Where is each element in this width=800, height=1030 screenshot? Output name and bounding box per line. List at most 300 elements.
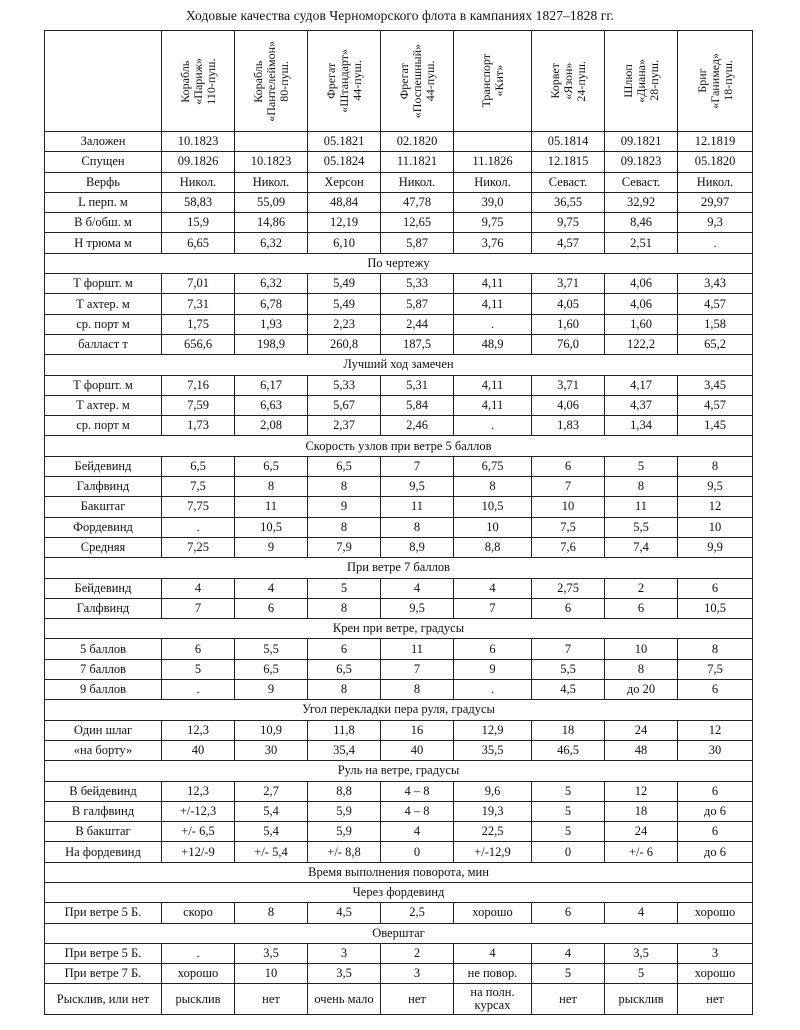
table-cell: 6 — [532, 598, 605, 618]
table-row — [45, 578, 753, 598]
table-cell: 4,05 — [532, 294, 605, 314]
table-cell: 2 — [381, 943, 454, 963]
table-cell: 7 — [162, 598, 235, 618]
table-cell: 7,4 — [605, 537, 678, 557]
table-cell: Севаст. — [605, 172, 678, 192]
table-cell: 12,3 — [162, 781, 235, 801]
section-row — [45, 355, 753, 375]
table-cell: рысклив — [605, 984, 678, 1015]
table-row — [45, 152, 753, 172]
table-cell: 5 — [532, 964, 605, 984]
table-cell: нет — [532, 984, 605, 1015]
table-cell: 3,5 — [605, 943, 678, 963]
table-cell: 3,5 — [308, 964, 381, 984]
section-row — [45, 882, 753, 902]
table-cell: 11 — [381, 639, 454, 659]
table-cell: 5,49 — [308, 274, 381, 294]
table-cell: 3,43 — [678, 274, 753, 294]
table-cell: 5 — [532, 781, 605, 801]
table-cell: 35,4 — [308, 740, 381, 760]
table-cell: 9,5 — [678, 477, 753, 497]
table-cell: 7,31 — [162, 294, 235, 314]
table-cell: 8,8 — [308, 781, 381, 801]
section-title: При ветре 7 баллов — [45, 558, 753, 578]
table-cell: 9,75 — [532, 213, 605, 233]
table-cell: 8 — [454, 477, 532, 497]
row-label: Галфвинд — [45, 598, 162, 618]
section-row — [45, 862, 753, 882]
ship-header-cell — [381, 31, 454, 132]
table-cell: 4 – 8 — [381, 801, 454, 821]
table-cell: 5,31 — [381, 375, 454, 395]
row-label: На фордевинд — [45, 842, 162, 862]
table-row — [45, 984, 753, 1015]
table-cell: 8,46 — [605, 213, 678, 233]
table-cell: 18 — [532, 720, 605, 740]
row-label: Т форшт. м — [45, 274, 162, 294]
table-cell: 22,5 — [454, 822, 532, 842]
table-cell: 6 — [678, 781, 753, 801]
table-cell: 1,58 — [678, 314, 753, 334]
table-cell: 3,45 — [678, 375, 753, 395]
table-cell: рысклив — [162, 984, 235, 1015]
table-cell: 12.1819 — [678, 132, 753, 152]
table-cell: 9 — [235, 537, 308, 557]
table-cell: 4,11 — [454, 395, 532, 415]
row-label: Спущен — [45, 152, 162, 172]
table-cell: 11 — [235, 497, 308, 517]
table-cell: 6,32 — [235, 233, 308, 253]
ship-header-cell — [605, 31, 678, 132]
table-cell: 05.1821 — [308, 132, 381, 152]
table-cell: 5,5 — [605, 517, 678, 537]
header-corner-cell — [45, 31, 162, 132]
table-cell: 4,17 — [605, 375, 678, 395]
ship-name: Транспорт «Кит» — [478, 54, 506, 108]
table-cell: 6,32 — [235, 274, 308, 294]
table-cell: 4 — [381, 578, 454, 598]
table-cell: 40 — [162, 740, 235, 760]
table-row — [45, 781, 753, 801]
table-cell: 5,4 — [235, 801, 308, 821]
table-row — [45, 740, 753, 760]
table-row — [45, 294, 753, 314]
table-cell: 5 — [308, 578, 381, 598]
table-cell: 7,5 — [678, 659, 753, 679]
table-row — [45, 659, 753, 679]
table-cell: 5 — [162, 659, 235, 679]
table-row — [45, 903, 753, 923]
table-cell: 4,5 — [308, 903, 381, 923]
table-cell: 5 — [532, 801, 605, 821]
table-cell: 7,9 — [308, 537, 381, 557]
table-cell: 12,65 — [381, 213, 454, 233]
table-cell: 2,46 — [381, 416, 454, 436]
table-row — [45, 375, 753, 395]
section-row — [45, 253, 753, 273]
table-cell: на полн. курсах — [454, 984, 532, 1015]
table-row — [45, 639, 753, 659]
table-cell: 8 — [308, 517, 381, 537]
table-cell: 8 — [235, 477, 308, 497]
row-label: Рысклив, или нет — [45, 984, 162, 1015]
row-label: В бакштаг — [45, 822, 162, 842]
table-cell: 30 — [235, 740, 308, 760]
table-cell: 4,06 — [605, 294, 678, 314]
table-cell: 6 — [532, 456, 605, 476]
table-cell: 5 — [605, 964, 678, 984]
table-cell — [235, 132, 308, 152]
table-cell: 36,55 — [532, 192, 605, 212]
table-cell: 5,87 — [381, 233, 454, 253]
table-cell: 2,44 — [381, 314, 454, 334]
table-cell: 76,0 — [532, 334, 605, 354]
table-cell: . — [454, 680, 532, 700]
table-cell: 7 — [381, 659, 454, 679]
table-cell: 3,71 — [532, 375, 605, 395]
row-label: Один шлаг — [45, 720, 162, 740]
table-cell: 9 — [308, 497, 381, 517]
table-row — [45, 964, 753, 984]
section-row — [45, 923, 753, 943]
table-cell: хорошо — [678, 964, 753, 984]
row-label: Н трюма м — [45, 233, 162, 253]
ship-header-cell — [162, 31, 235, 132]
row-label: Т ахтер. м — [45, 294, 162, 314]
table-cell: 6 — [162, 639, 235, 659]
table-cell: 3,76 — [454, 233, 532, 253]
table-cell: 5,49 — [308, 294, 381, 314]
table-cell: 6,5 — [308, 659, 381, 679]
table-cell: 7,5 — [532, 517, 605, 537]
table-cell: 8 — [381, 680, 454, 700]
table-row — [45, 842, 753, 862]
section-title: Скорость узлов при ветре 5 баллов — [45, 436, 753, 456]
table-row — [45, 801, 753, 821]
table-cell: 6 — [308, 639, 381, 659]
table-cell: 260,8 — [308, 334, 381, 354]
row-label: Бакштаг — [45, 497, 162, 517]
table-cell: 9 — [454, 659, 532, 679]
table-cell: 8,9 — [381, 537, 454, 557]
section-row — [45, 558, 753, 578]
table-cell: 4 — [235, 578, 308, 598]
table-cell: 32,92 — [605, 192, 678, 212]
table-cell: 5 — [532, 822, 605, 842]
table-row — [45, 172, 753, 192]
table-cell: . — [678, 233, 753, 253]
row-label: В бейдевинд — [45, 781, 162, 801]
table-cell: 7,6 — [532, 537, 605, 557]
table-cell: Никол. — [162, 172, 235, 192]
table-cell: . — [454, 416, 532, 436]
table-cell: 09.1826 — [162, 152, 235, 172]
table-cell: 4,06 — [605, 274, 678, 294]
row-label: 7 баллов — [45, 659, 162, 679]
table-cell: 5,67 — [308, 395, 381, 415]
table-row — [45, 192, 753, 212]
table-cell: 6,75 — [454, 456, 532, 476]
table-cell: 8,8 — [454, 537, 532, 557]
table-row — [45, 395, 753, 415]
table-cell: Никол. — [454, 172, 532, 192]
table-cell: 6 — [235, 598, 308, 618]
table-row — [45, 314, 753, 334]
table-cell: 09.1823 — [605, 152, 678, 172]
ship-header-cell — [454, 31, 532, 132]
table-cell: +12/-9 — [162, 842, 235, 862]
row-label: Средняя — [45, 537, 162, 557]
ship-header-cell — [235, 31, 308, 132]
table-cell: +/- 8,8 — [308, 842, 381, 862]
table-cell: 6,5 — [235, 456, 308, 476]
table-cell: 10,5 — [454, 497, 532, 517]
table-cell: 4,11 — [454, 294, 532, 314]
section-title: Оверштаг — [45, 923, 753, 943]
table-cell: 24 — [605, 720, 678, 740]
table-cell: 5,33 — [381, 274, 454, 294]
table-cell: 48 — [605, 740, 678, 760]
table-cell: 10 — [235, 964, 308, 984]
ship-name: Фрегат «Поспешный» 44-пуш. — [396, 43, 437, 119]
table-cell: 5,9 — [308, 822, 381, 842]
section-title: По чертежу — [45, 253, 753, 273]
table-cell: 0 — [532, 842, 605, 862]
table-cell: Никол. — [381, 172, 454, 192]
row-label: Фордевинд — [45, 517, 162, 537]
table-cell: 4 – 8 — [381, 781, 454, 801]
table-cell: 7,75 — [162, 497, 235, 517]
table-cell: 5,87 — [381, 294, 454, 314]
table-cell: 65,2 — [678, 334, 753, 354]
section-title: Через фордевинд — [45, 882, 753, 902]
table-cell: 9,75 — [454, 213, 532, 233]
table-row — [45, 132, 753, 152]
table-cell: 5,84 — [381, 395, 454, 415]
table-cell: 5 — [605, 456, 678, 476]
table-cell: 15,9 — [162, 213, 235, 233]
table-cell: 12.1815 — [532, 152, 605, 172]
table-cell: 4,5 — [532, 680, 605, 700]
table-cell: 8 — [308, 598, 381, 618]
table-cell: 8 — [678, 639, 753, 659]
table-row — [45, 822, 753, 842]
row-label: Верфь — [45, 172, 162, 192]
table-cell: 58,83 — [162, 192, 235, 212]
table-cell: 10.1823 — [235, 152, 308, 172]
table-cell: . — [162, 680, 235, 700]
table-cell: 6 — [454, 639, 532, 659]
table-cell: 12,19 — [308, 213, 381, 233]
table-cell: 5,5 — [532, 659, 605, 679]
table-cell: 8 — [235, 903, 308, 923]
table-cell: 8 — [381, 517, 454, 537]
table-cell: +/- 5,4 — [235, 842, 308, 862]
table-cell: 9,5 — [381, 477, 454, 497]
table-cell: 10,5 — [678, 598, 753, 618]
table-row — [45, 537, 753, 557]
performance-table — [44, 30, 753, 1015]
table-cell: 2,5 — [381, 903, 454, 923]
table-cell: 4 — [605, 903, 678, 923]
table-cell: 3 — [381, 964, 454, 984]
section-title: Время выполнения поворота, мин — [45, 862, 753, 882]
table-cell: 4 — [454, 578, 532, 598]
table-cell: 47,78 — [381, 192, 454, 212]
table-cell: 19,3 — [454, 801, 532, 821]
table-cell: 1,93 — [235, 314, 308, 334]
table-row — [45, 598, 753, 618]
table-cell: 7,5 — [162, 477, 235, 497]
table-cell: 8 — [605, 659, 678, 679]
table-cell: 5,4 — [235, 822, 308, 842]
row-label: Т ахтер. м — [45, 395, 162, 415]
table-cell: хорошо — [678, 903, 753, 923]
table-cell: 11 — [605, 497, 678, 517]
ship-name: Шлюп «Диана» 28-пуш. — [620, 59, 661, 103]
table-cell: 6 — [605, 598, 678, 618]
table-cell: 10 — [532, 497, 605, 517]
table-row — [45, 680, 753, 700]
table-cell: до 6 — [678, 842, 753, 862]
table-cell: 7 — [454, 598, 532, 618]
table-row — [45, 720, 753, 740]
table-row — [45, 497, 753, 517]
ship-name: Корабль «Париж» 110-пуш. — [177, 57, 218, 105]
table-cell: 187,5 — [381, 334, 454, 354]
table-cell: 12,3 — [162, 720, 235, 740]
table-cell: 10.1823 — [162, 132, 235, 152]
table-cell: Севаст. — [532, 172, 605, 192]
ship-name: Бриг «Ганимед» 18-пуш. — [694, 53, 735, 109]
table-cell: хорошо — [162, 964, 235, 984]
table-cell: 1,75 — [162, 314, 235, 334]
table-cell: 9 — [235, 680, 308, 700]
ship-name: Корвет «Язон» 24-пуш. — [547, 60, 588, 102]
table-cell: 3 — [678, 943, 753, 963]
table-cell: Никол. — [235, 172, 308, 192]
table-cell: не повор. — [454, 964, 532, 984]
table-cell: 39,0 — [454, 192, 532, 212]
row-label: В галфвинд — [45, 801, 162, 821]
row-label: балласт т — [45, 334, 162, 354]
table-cell: 5,9 — [308, 801, 381, 821]
table-cell: 7,16 — [162, 375, 235, 395]
table-cell: 55,09 — [235, 192, 308, 212]
table-cell: нет — [678, 984, 753, 1015]
table-cell: 0 — [381, 842, 454, 862]
table-cell: 12 — [678, 497, 753, 517]
table-cell: 05.1814 — [532, 132, 605, 152]
table-cell: 4 — [162, 578, 235, 598]
table-body — [45, 31, 753, 1015]
table-cell: 3,5 — [235, 943, 308, 963]
table-cell: 6,5 — [162, 456, 235, 476]
table-row — [45, 943, 753, 963]
table-cell: 40 — [381, 740, 454, 760]
row-label: Бейдевинд — [45, 578, 162, 598]
table-cell: 11,8 — [308, 720, 381, 740]
table-row — [45, 477, 753, 497]
section-row — [45, 619, 753, 639]
table-cell: 7 — [381, 456, 454, 476]
table-cell: 1,83 — [532, 416, 605, 436]
table-row — [45, 517, 753, 537]
table-cell: +/- 6,5 — [162, 822, 235, 842]
table-cell: 9,9 — [678, 537, 753, 557]
row-label: L перп. м — [45, 192, 162, 212]
table-cell: хорошо — [454, 903, 532, 923]
table-cell: 6,5 — [308, 456, 381, 476]
section-title: Крен при ветре, градусы — [45, 619, 753, 639]
row-label: При ветре 5 Б. — [45, 943, 162, 963]
table-cell: . — [162, 943, 235, 963]
table-cell: 4,06 — [532, 395, 605, 415]
table-cell: 10,5 — [235, 517, 308, 537]
row-label: Галфвинд — [45, 477, 162, 497]
table-cell: 6 — [678, 822, 753, 842]
ship-name: Фрегат «Штандарт» 44-пуш. — [323, 49, 364, 113]
table-cell: 8 — [605, 477, 678, 497]
table-cell: до 20 — [605, 680, 678, 700]
row-label: Т форшт. м — [45, 375, 162, 395]
row-label: 5 баллов — [45, 639, 162, 659]
table-cell: 8 — [678, 456, 753, 476]
section-row — [45, 761, 753, 781]
table-cell: 9,6 — [454, 781, 532, 801]
table-cell: 35,5 — [454, 740, 532, 760]
table-cell: 7,59 — [162, 395, 235, 415]
table-cell: 24 — [605, 822, 678, 842]
table-cell: 6,78 — [235, 294, 308, 314]
table-cell: +/-12,9 — [454, 842, 532, 862]
table-cell: 7,01 — [162, 274, 235, 294]
table-cell: 5,33 — [308, 375, 381, 395]
table-cell: 4,11 — [454, 375, 532, 395]
table-cell: нет — [381, 984, 454, 1015]
row-label: «на борту» — [45, 740, 162, 760]
table-cell: 9,3 — [678, 213, 753, 233]
table-cell: 6,17 — [235, 375, 308, 395]
table-cell: 6 — [678, 680, 753, 700]
table-cell: 1,60 — [532, 314, 605, 334]
table-cell: скоро — [162, 903, 235, 923]
table-cell: 4,11 — [454, 274, 532, 294]
table-cell: 11 — [381, 497, 454, 517]
table-row — [45, 233, 753, 253]
table-cell: 6,10 — [308, 233, 381, 253]
table-cell: 2 — [605, 578, 678, 598]
table-cell: 2,75 — [532, 578, 605, 598]
table-cell: 7 — [532, 477, 605, 497]
table-cell: 1,60 — [605, 314, 678, 334]
table-cell: 11.1826 — [454, 152, 532, 172]
table-cell: очень мало — [308, 984, 381, 1015]
table-cell: 2,7 — [235, 781, 308, 801]
header-row — [45, 31, 753, 132]
table-cell: 7 — [532, 639, 605, 659]
table-cell: до 6 — [678, 801, 753, 821]
row-label: При ветре 5 Б. — [45, 903, 162, 923]
table-cell: Никол. — [678, 172, 753, 192]
table-cell: 3,71 — [532, 274, 605, 294]
table-cell: 6,63 — [235, 395, 308, 415]
table-cell: 1,34 — [605, 416, 678, 436]
table-cell: 198,9 — [235, 334, 308, 354]
row-label: ср. порт м — [45, 314, 162, 334]
table-cell: 05.1820 — [678, 152, 753, 172]
table-row — [45, 274, 753, 294]
